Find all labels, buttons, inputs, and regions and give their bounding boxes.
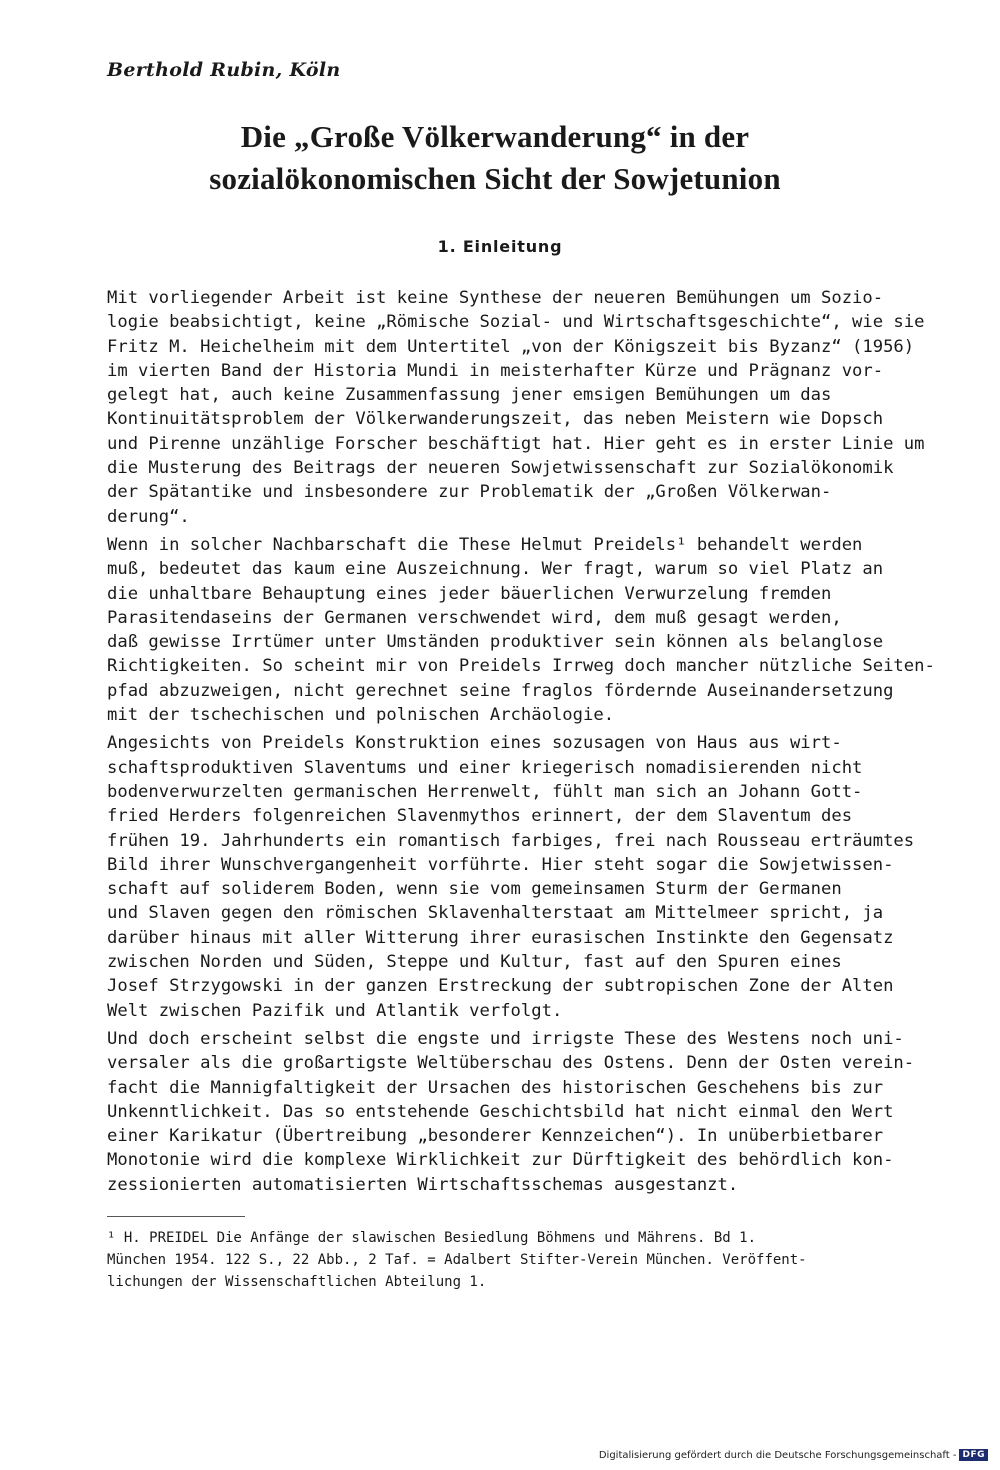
footnote-line: ¹ H. PREIDEL Die Anfänge der slawischen Besiedlung Böhmens und Mährens. Bd 1. (107, 1230, 757, 1246)
text-line: Josef Strzygowski in der ganzen Erstreckung der subtropischen Zone der Alten (107, 976, 894, 997)
title-line: Die „Große Völkerwanderung“ in der (240, 119, 750, 154)
text-line: bodenverwurzelten germanischen Herrenwelt, fühlt man sich an Johann Gott- (107, 781, 863, 802)
digitization-footer (599, 1449, 988, 1461)
text-line: Mit vorliegender Arbeit ist keine Synthese der neueren Bemühungen um Sozio- (107, 288, 884, 308)
text-line: zessionierten automatisierten Wirtschaftsschemas ausgestanzt. (107, 1174, 739, 1195)
paragraph-3 (107, 731, 915, 1023)
text-line: Wenn in solcher Nachbarschaft die These Helmut Preidels¹ behandelt werden (107, 534, 863, 555)
text-line: Bild ihrer Wunschvergangenheit vorführte. Hier steht sogar die Sowjetwissen- (107, 854, 894, 875)
text-line: versaler als die großartigste Weltüberschau des Ostens. Denn der Osten verein- (107, 1053, 915, 1074)
title-line: sozialökonomischen Sicht der Sowjetunion (209, 161, 781, 196)
footnote (107, 1227, 907, 1293)
text-line: daß gewisse Irrtümer unter Umständen produktiver sein können als belanglose (107, 632, 884, 653)
text-line: derung“. (107, 506, 190, 527)
text-line: Und doch erscheint selbst die engste und irrigste These des Westens noch uni- (107, 1028, 904, 1049)
text-line: und Pirenne unzählige Forscher beschäftigt hat. Hier geht es in erster Linie um (107, 433, 925, 454)
text-line: frühen 19. Jahrhunderts ein romantisch farbiges, frei nach Rousseau erträumtes (107, 830, 915, 851)
text-line: im vierten Band der Historia Mundi in meisterhafter Kürze und Prägnanz vor- (107, 360, 884, 381)
text-line: Angesichts von Preidels Konstruktion eines sozusagen von Haus aus wirt- (107, 733, 842, 754)
text-line: und Slaven gegen den römischen Sklavenhalterstaat am Mittelmeer spricht, ja (107, 903, 884, 924)
paragraph-2 (107, 533, 935, 727)
text-line: muß, bedeutet das kaum eine Auszeichnung. Wer fragt, warum so viel Platz an (107, 559, 884, 580)
text-line: der Spätantike und insbesondere zur Problematik der „Großen Völkerwan- (107, 482, 832, 503)
text-line: Parasitendaseins der Germanen verschwendet wird, dem muß gesagt werden, (107, 607, 842, 628)
text-line: zwischen Norden und Süden, Steppe und Kultur, fast auf den Spuren eines (107, 952, 842, 973)
text-line: logie beabsichtigt, keine „Römische Sozial- und Wirtschaftsgeschichte“, wie sie (107, 312, 925, 333)
text-line: Monotonie wird die komplexe Wirklichkeit zur Dürftigkeit des behördlich kon- (107, 1150, 894, 1171)
footnote-divider (107, 1216, 245, 1217)
text-line: Welt zwischen Pazifik und Atlantik verfolgt. (107, 1000, 563, 1021)
paragraph-1 (107, 286, 925, 529)
text-line: facht die Mannigfaltigkeit der Ursachen des historischen Geschehens bis zur (107, 1077, 884, 1098)
text-line: schaft auf soliderem Boden, wenn sie vom gemeinsamen Sturm der Germanen (107, 879, 842, 900)
dfg-logo: DFG (959, 1449, 988, 1461)
text-line: Fritz M. Heichelheim mit dem Untertitel „von der Königszeit bis Byzanz“ (1956) (107, 336, 915, 357)
section-heading: 1. Einleitung (437, 237, 563, 256)
text-line: Richtigkeiten. So scheint mir von Preidels Irrweg doch mancher nützliche Seiten- (107, 656, 935, 677)
text-line: pfad abzuzweigen, nicht gerechnet seine fraglos fördernde Auseinandersetzung (107, 680, 894, 701)
author-line: Berthold Rubin, Köln (107, 59, 341, 81)
text-line: fried Herders folgenreichen Slavenmythos erinnert, der dem Slaventum des (107, 806, 853, 827)
text-line: Unkenntlichkeit. Das so entstehende Geschichtsbild hat nicht einmal den Wert (107, 1101, 894, 1122)
text-line: mit der tschechischen und polnischen Archäologie. (107, 705, 615, 726)
footnote-line: München 1954. 122 S., 22 Abb., 2 Taf. = Adalbert Stifter-Verein München. Veröffent- (107, 1252, 807, 1268)
text-line: gelegt hat, auch keine Zusammenfassung jener emsigen Bemühungen um das (107, 385, 832, 406)
text-line: schaftsproduktiven Slaventums und einer kriegerisch nomadisierenden nicht (107, 757, 863, 778)
paragraph-4 (107, 1027, 915, 1197)
text-line: die Musterung des Beitrags der neueren Sowjetwissenschaft zur Sozialökonomik (107, 458, 894, 479)
text-line: die unhaltbare Behauptung eines jeder bäuerlichen Verwurzelung fremden (107, 583, 832, 604)
article-body (107, 286, 935, 1197)
footer-text: Digitalisierung gefördert durch die Deutsche Forschungsgemeinschaft - (598, 1449, 957, 1461)
text-line: Kontinuitätsproblem der Völkerwanderungszeit, das neben Meistern wie Dopsch (107, 409, 884, 430)
text-line: einer Karikatur (Übertreibung „besonderer Kennzeichen“). In unüberbietbarer (107, 1126, 884, 1147)
text-line: darüber hinaus mit aller Witterung ihrer eurasischen Instinkte den Gegensatz (107, 927, 894, 948)
article-title (100, 116, 890, 200)
footnote-line: lichungen der Wissenschaftlichen Abteilung 1. (107, 1274, 487, 1290)
